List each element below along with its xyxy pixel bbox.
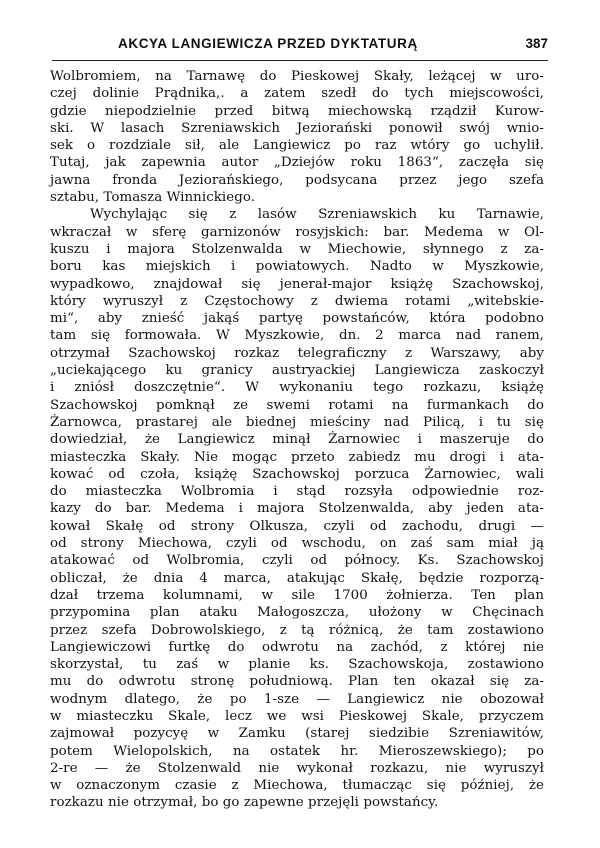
paragraph [50,68,544,206]
text-line: kować od czoła, książę Szachowskoj porzuca Żarnowiec, wali [50,466,544,482]
text-line: mu do odwrotu stronę południową. Plan ten okazał się za- [50,674,544,690]
text-line: potem Wielopolskich, na ostatek hr. Mieroszewskiego); po [50,743,544,759]
text-line: kuszu i majora Stolzenwalda w Miechowie, słynnego z za- [50,241,544,257]
text-line: kował Skałę od strony Olkusza, czyli od zachodu, drugi — [50,518,544,534]
text-line: 2-re — że Stolzenwald nie wykonał rozkazu, nie wyruszył [50,760,544,776]
text-line: wypadkowo, znajdował się jenerał-major książę Szachowskoj, [50,276,544,292]
text-line: przez szefa Dobrowolskiego, z tą różnicą, że tam zostawiono [50,622,544,638]
text-line: ski. W lasach Szreniawskich Jeziorański ponowił swój wnio- [50,120,544,136]
text-line: boru kas miejskich i powiatowych. Nadto w Myszkowie, [50,259,544,275]
body-text [50,68,544,812]
text-line: jawna fronda Jeziorańskiego, podsycana przez jego szefa [50,172,544,188]
text-line: czej dolinie Prądnika,. a zatem szedł do tych miejscowości, [50,86,544,102]
text-line: rozkazu nie otrzymał, bo go zapewne przejęli powstańcy. [50,795,439,811]
text-line: w oznaczonym czasie z Miechowa, tłumacząc się później, że [50,778,544,794]
text-line: Langiewiczowi furtkę do odwrotu na zachód, z której nie [50,639,544,655]
text-line: w miasteczku Skale, lecz we wsi Pieskowej Skale, przyczem [50,708,544,724]
text-line: otrzymał Szachowskoj rozkaz telegraficzny z Warszawy, aby [50,345,544,361]
text-line: który wyruszył z Częstochowy z dwiema rotami „witebskie- [50,293,544,309]
text-line: Wolbromiem, na Tarnawę do Pieskowej Skały, leżącej w uro- [50,69,544,84]
text-line: obliczał, że dnia 4 marca, atakując Skałę, będzie rozporzą- [50,570,544,586]
text-line: Wychylając się z lasów Szreniawskich ku Tarnawie, [90,207,544,223]
text-line: atakować od Wolbromia, czyli od północy. Ks. Szachowskoj [50,553,544,569]
text-line: Szachowskoj pomknął ze swemi rotami na furmankach do [50,397,544,413]
text-line: skorzystał, tu zaś w planie ks. Szachowskoja, zostawiono [50,657,544,673]
text-line: sztabu, Tomasza Winnickiego. [50,190,256,206]
text-line: sek o rozdziale sił, ale Langiewicz po raz wtóry go uchylił. [50,138,544,154]
text-line: przypomina plan ataku Małogoszcza, ułożony w Chęcinach [50,605,544,621]
text-line: mi“, aby znieść jakąś partyę powstańców, która podobno [50,311,544,327]
text-line: kazy do bar. Medema i majora Stolzenwalda, aby jeden ata- [50,501,544,517]
text-line: od strony Miechowa, czyli od wschodu, on zaś sam miał ją [50,536,544,552]
page-number: 387 [525,36,548,51]
text-line: i zniósł doszczętnie“. W wykonaniu tego rozkazu, książę [50,380,544,396]
text-line: gdzie niepodzielnie przed bitwą miechowską rządził Kurow- [50,103,544,119]
text-line: Tutaj, jak zapewnia autor „Dziejów roku 1863“, zaczęła się [50,155,544,171]
running-header [52,36,548,61]
text-line: wodnym dlatego, że po 1-sze — Langiewicz nie obozował [50,691,544,707]
text-line: do miasteczka Wolbromia i stąd rozsyła odpowiednie roz- [50,484,544,500]
text-line: wkraczał w sferę garnizonów rosyjskich: bar. Medema w Ol- [50,224,544,240]
text-line: „uciekającego ku granicy austryackiej Langiewicza zaskoczył [50,363,544,379]
text-line: Żarnowca, prastarej ale biednej mieściny nad Pilicą, i tu się [50,414,544,430]
text-line: tam się formowała. W Myszkowie, dn. 2 marca nad ranem, [50,328,544,344]
text-line: zajmował pozycyę w Zamku (starej siedzibie Szreniawitów, [50,726,544,742]
text-line: dzał trzema kolumnami, w sile 1700 żołnierza. Ten plan [50,587,544,603]
text-line: miasteczka Skały. Nie mogąc przeto zabiedz mu drogi i ata- [50,449,544,465]
paragraph [50,206,544,811]
running-title: AKCYA LANGIEWICZA PRZED DYKTATURĄ [118,36,418,51]
text-line: dowiedział, że Langiewicz minął Żarnowiec i maszeruje do [50,432,544,448]
